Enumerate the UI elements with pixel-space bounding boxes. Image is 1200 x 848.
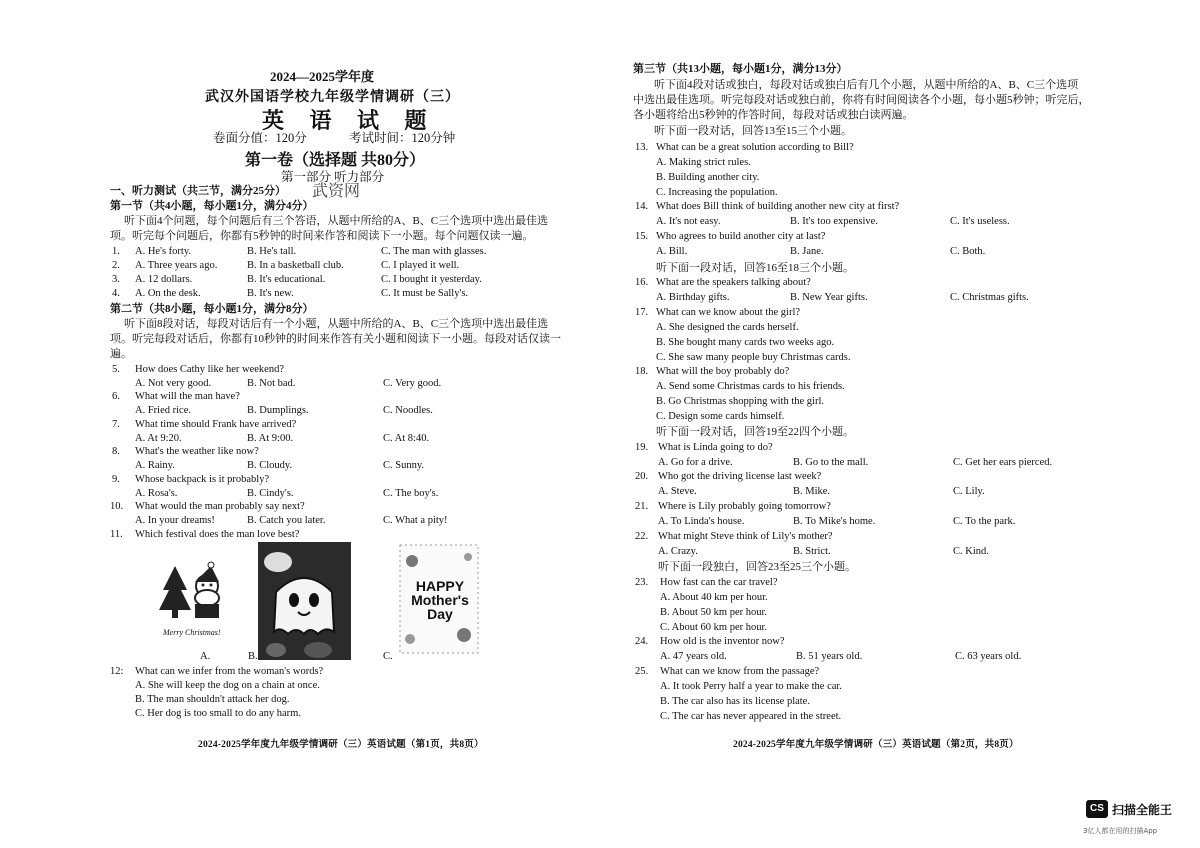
exam-school-title: 武汉外国语学校九年级学情调研（三） [205,90,460,105]
question-text: What does Bill think of building another new city at first? [656,201,900,212]
option-b: B. Go Christmas shopping with the girl. [656,396,824,407]
option-c: C. Noodles. [383,405,433,416]
option-a: A. She will keep the dog on a chain at once. [135,680,320,691]
q-number: 12: [110,666,124,677]
option-a: A. At 9:20. [135,433,182,444]
option-b: B. Cindy's. [247,488,294,499]
option-c: C. Very good. [383,378,442,389]
s2-intro-line1: 听下面8段对话，每段对话后有一个小题，从题中所给的A、B、C三个选项中选出最佳选 [124,318,549,330]
option-a: A. Bill. [656,246,688,257]
option-a: A. To Linda's house. [658,516,745,527]
option-c: C. I bought it yesterday. [381,274,482,285]
option-a: A. She designed the cards herself. [656,322,799,333]
s1-title: 第一节（共4小题，每小题1分，满分4分） [110,200,314,212]
s3-intro-line2: 中选出最佳选项。听完每段对话或独白前，你将有时间阅读各个小题，每小题5秒钟；听完后， [633,94,1090,106]
option-a: A. Crazy. [658,546,698,557]
section-title: 一、听力测试（共三节，满分25分） [110,185,286,197]
option-c: C. Lily. [953,486,985,497]
option-a: A. Birthday gifts. [656,292,730,303]
option-b: B. Cloudy. [247,460,293,471]
exam-time: 考试时间：120分钟 [349,131,456,145]
question-text: What is Linda going to do? [658,442,773,453]
option-b: B. Not bad. [247,378,296,389]
mothers-day-caption: HAPPY Mother's Day [411,578,469,622]
exam-score: 卷面分值：120分 [213,131,307,145]
question-text: What can we infer from the woman's words? [135,666,324,677]
picture-c-label: C. [383,651,393,662]
scanner-brand [1086,800,1172,818]
question-text: Who got the driving license last week? [658,471,822,482]
option-c: C. It must be Sally's. [381,288,469,299]
option-c: C. Kind. [953,546,989,557]
option-b: B. Catch you later. [247,515,326,526]
question-text: How old is the inventor now? [660,636,785,647]
option-c: C. She saw many people buy Christmas cards. [656,352,851,363]
option-a: A. He's forty. [135,246,192,257]
option-a: A. Not very good. [135,378,212,389]
option-c: C. Increasing the population. [656,187,778,198]
s1-intro-line1: 听下面4个问题，每个问题后有三个答语，从题中所给的A、B、C三个选项中选出最佳选 [124,215,549,227]
option-b: B. It's educational. [247,274,326,285]
option-a: A. Send some Christmas cards to his friends. [656,381,845,392]
christmas-picture [155,560,235,640]
s1-intro-line2: 项。听完每个问题后，你都有5秒钟的时间来作答和阅读下一小题。每个问题仅读一遍。 [110,230,534,242]
q-number: 7. [112,419,120,430]
option-c: C. 63 years old. [955,651,1022,662]
q-number: 19. [635,442,649,453]
option-c: C. The car has never appeared in the street. [660,711,842,722]
option-c: C. About 60 km per hour. [660,622,768,633]
option-b: B. Go to the mall. [793,457,869,468]
q-number: 6. [112,391,120,402]
q-number: 4. [112,288,120,299]
q-number: 14. [635,201,649,212]
question-text: How does Cathy like her weekend? [135,364,284,375]
option-a: A. Rosa's. [135,488,178,499]
option-a: A. 47 years old. [660,651,727,662]
option-a: A. It's not easy. [656,216,721,227]
exam-subject: 英 语 试 题 [262,108,437,133]
q-number: 16. [635,277,649,288]
exam-score-time [213,128,455,146]
option-b: B. She bought many cards two weeks ago. [656,337,835,348]
option-b: B. Jane. [790,246,824,257]
question-text: What time should Frank have arrived? [135,419,297,430]
question-text: Where is Lily probably going tomorrow? [658,501,831,512]
option-a: A. In your dreams! [135,515,215,526]
option-b: B. In a basketball club. [247,260,344,271]
q-number: 21. [635,501,649,512]
question-text: What would the man probably say next? [135,501,305,512]
option-b: B. New Year gifts. [790,292,868,303]
option-a: A. Making strict rules. [656,157,751,168]
dialogue-instruction: 听下面一段独白，回答23至25三个小题。 [658,561,856,573]
volume-title: 第一卷（选择题 共80分） [245,152,426,169]
question-text: What will the boy probably do? [656,366,790,377]
option-b: B. About 50 km per hour. [660,607,768,618]
option-c: C. Her dog is too small to do any harm. [135,708,301,719]
page-footer-left: 2024-2025学年度九年级学情调研（三）英语试题（第1页，共8页） [198,740,484,750]
option-b: B. It's too expensive. [790,216,878,227]
q-number: 10. [110,501,124,512]
page-footer-right: 2024-2025学年度九年级学情调研（三）英语试题（第2页，共8页） [733,740,1019,750]
option-c: C. To the park. [953,516,1016,527]
q-number: 11. [110,529,123,540]
option-c: C. Get her ears pierced. [953,457,1053,468]
option-b: B. He's tall. [247,246,297,257]
s3-intro-line3: 各小题将给出5秒钟的作答时间，每段对话或独白读两遍。 [633,109,914,121]
q-number: 20. [635,471,649,482]
option-c: C. It's useless. [950,216,1010,227]
camscanner-logo-icon: CS [1086,800,1108,818]
q-number: 24. [635,636,649,647]
q-number: 3. [112,274,120,285]
question-text: What might Steve think of Lily's mother? [658,531,833,542]
option-b: B. To Mike's home. [793,516,876,527]
s2-title: 第二节（共8小题，每小题1分，满分8分） [110,303,314,315]
question-text: What are the speakers talking about? [656,277,811,288]
question-text: What can we know about the girl? [656,307,801,318]
option-b: B. Strict. [793,546,831,557]
question-text: What can we know from the passage? [660,666,820,677]
option-c: C. At 8:40. [383,433,430,444]
q-number: 17. [635,307,649,318]
q-number: 5. [112,364,120,375]
dialogue-instruction: 听下面一段对话，回答13至15三个小题。 [654,125,852,137]
option-a: A. Rainy. [135,460,175,471]
q-number: 23. [635,577,649,588]
option-b: B. The car also has its license plate. [660,696,810,707]
watermark: 武资网 [312,183,361,200]
q-number: 1. [112,246,120,257]
part-title: 第一部分 听力部分 [281,170,385,184]
option-b: B. Mike. [793,486,831,497]
option-c: C. What a pity! [383,515,448,526]
q-number: 8. [112,446,120,457]
s2-intro-line3: 遍。 [110,348,132,360]
option-c: C. The man with glasses. [381,246,487,257]
dialogue-instruction: 听下面一段对话，回答19至22四个小题。 [656,426,854,438]
option-a: A. 12 dollars. [135,274,193,285]
question-text: How fast can the car travel? [660,577,778,588]
option-a: A. Go for a drive. [658,457,733,468]
option-b: B. Building another city. [656,172,760,183]
question-text: Which festival does the man love best? [135,529,300,540]
q-number: 2. [112,260,120,271]
option-b: B. It's new. [247,288,294,299]
q-number: 25. [635,666,649,677]
brand-tagline: 3亿人都在用的扫描App [1083,827,1158,835]
s2-intro-line2: 项。听完每段对话后，你都有10秒钟的时间来作答有关小题和阅读下一小题。每段对话仅读一 [110,333,561,345]
option-a: A. Fried rice. [135,405,191,416]
christmas-caption: Merry Christmas! [163,628,221,637]
option-b: B. Dumplings. [247,405,309,416]
option-a: A. Three years ago. [135,260,218,271]
brand-name: 扫描全能王 [1112,802,1173,817]
s3-intro-line1: 听下面4段对话或独白，每段对话或独白后有几个小题，从题中所给的A、B、C三个选项 [654,79,1079,91]
option-c: C. Both. [950,246,986,257]
dialogue-instruction: 听下面一段对话，回答16至18三个小题。 [656,262,854,274]
picture-a-label: A. [200,651,211,662]
option-a: A. About 40 km per hour. [660,592,768,603]
option-b: B. 51 years old. [796,651,863,662]
option-a: A. Steve. [658,486,697,497]
option-c: C. Christmas gifts. [950,292,1029,303]
option-c: C. The boy's. [383,488,439,499]
question-text: What will the man have? [135,391,240,402]
q-number: 22. [635,531,649,542]
q-number: 18. [635,366,649,377]
question-text: Who agrees to build another city at last? [656,231,826,242]
option-c: C. Design some cards himself. [656,411,785,422]
s3-title: 第三节（共13小题，每小题1分，满分13分） [633,63,848,75]
exam-year: 2024—2025学年度 [270,69,375,84]
question-text: Whose backpack is it probably? [135,474,270,485]
question-text: What can be a great solution according to Bill? [656,142,854,153]
q-number: 9. [112,474,120,485]
picture-b-label: B. [248,651,258,662]
ghost-icon [258,542,351,660]
option-a: A. On the desk. [135,288,201,299]
option-b: B. At 9:00. [247,433,294,444]
option-c: C. I played it well. [381,260,460,271]
q-number: 15. [635,231,649,242]
option-a: A. It took Perry half a year to make the car. [660,681,842,692]
option-b: B. The man shouldn't attack her dog. [135,694,290,705]
halloween-picture [258,542,351,660]
option-c: C. Sunny. [383,460,425,471]
q-number: 13. [635,142,649,153]
question-text: What's the weather like now? [135,446,259,457]
mothers-day-picture [398,543,480,655]
